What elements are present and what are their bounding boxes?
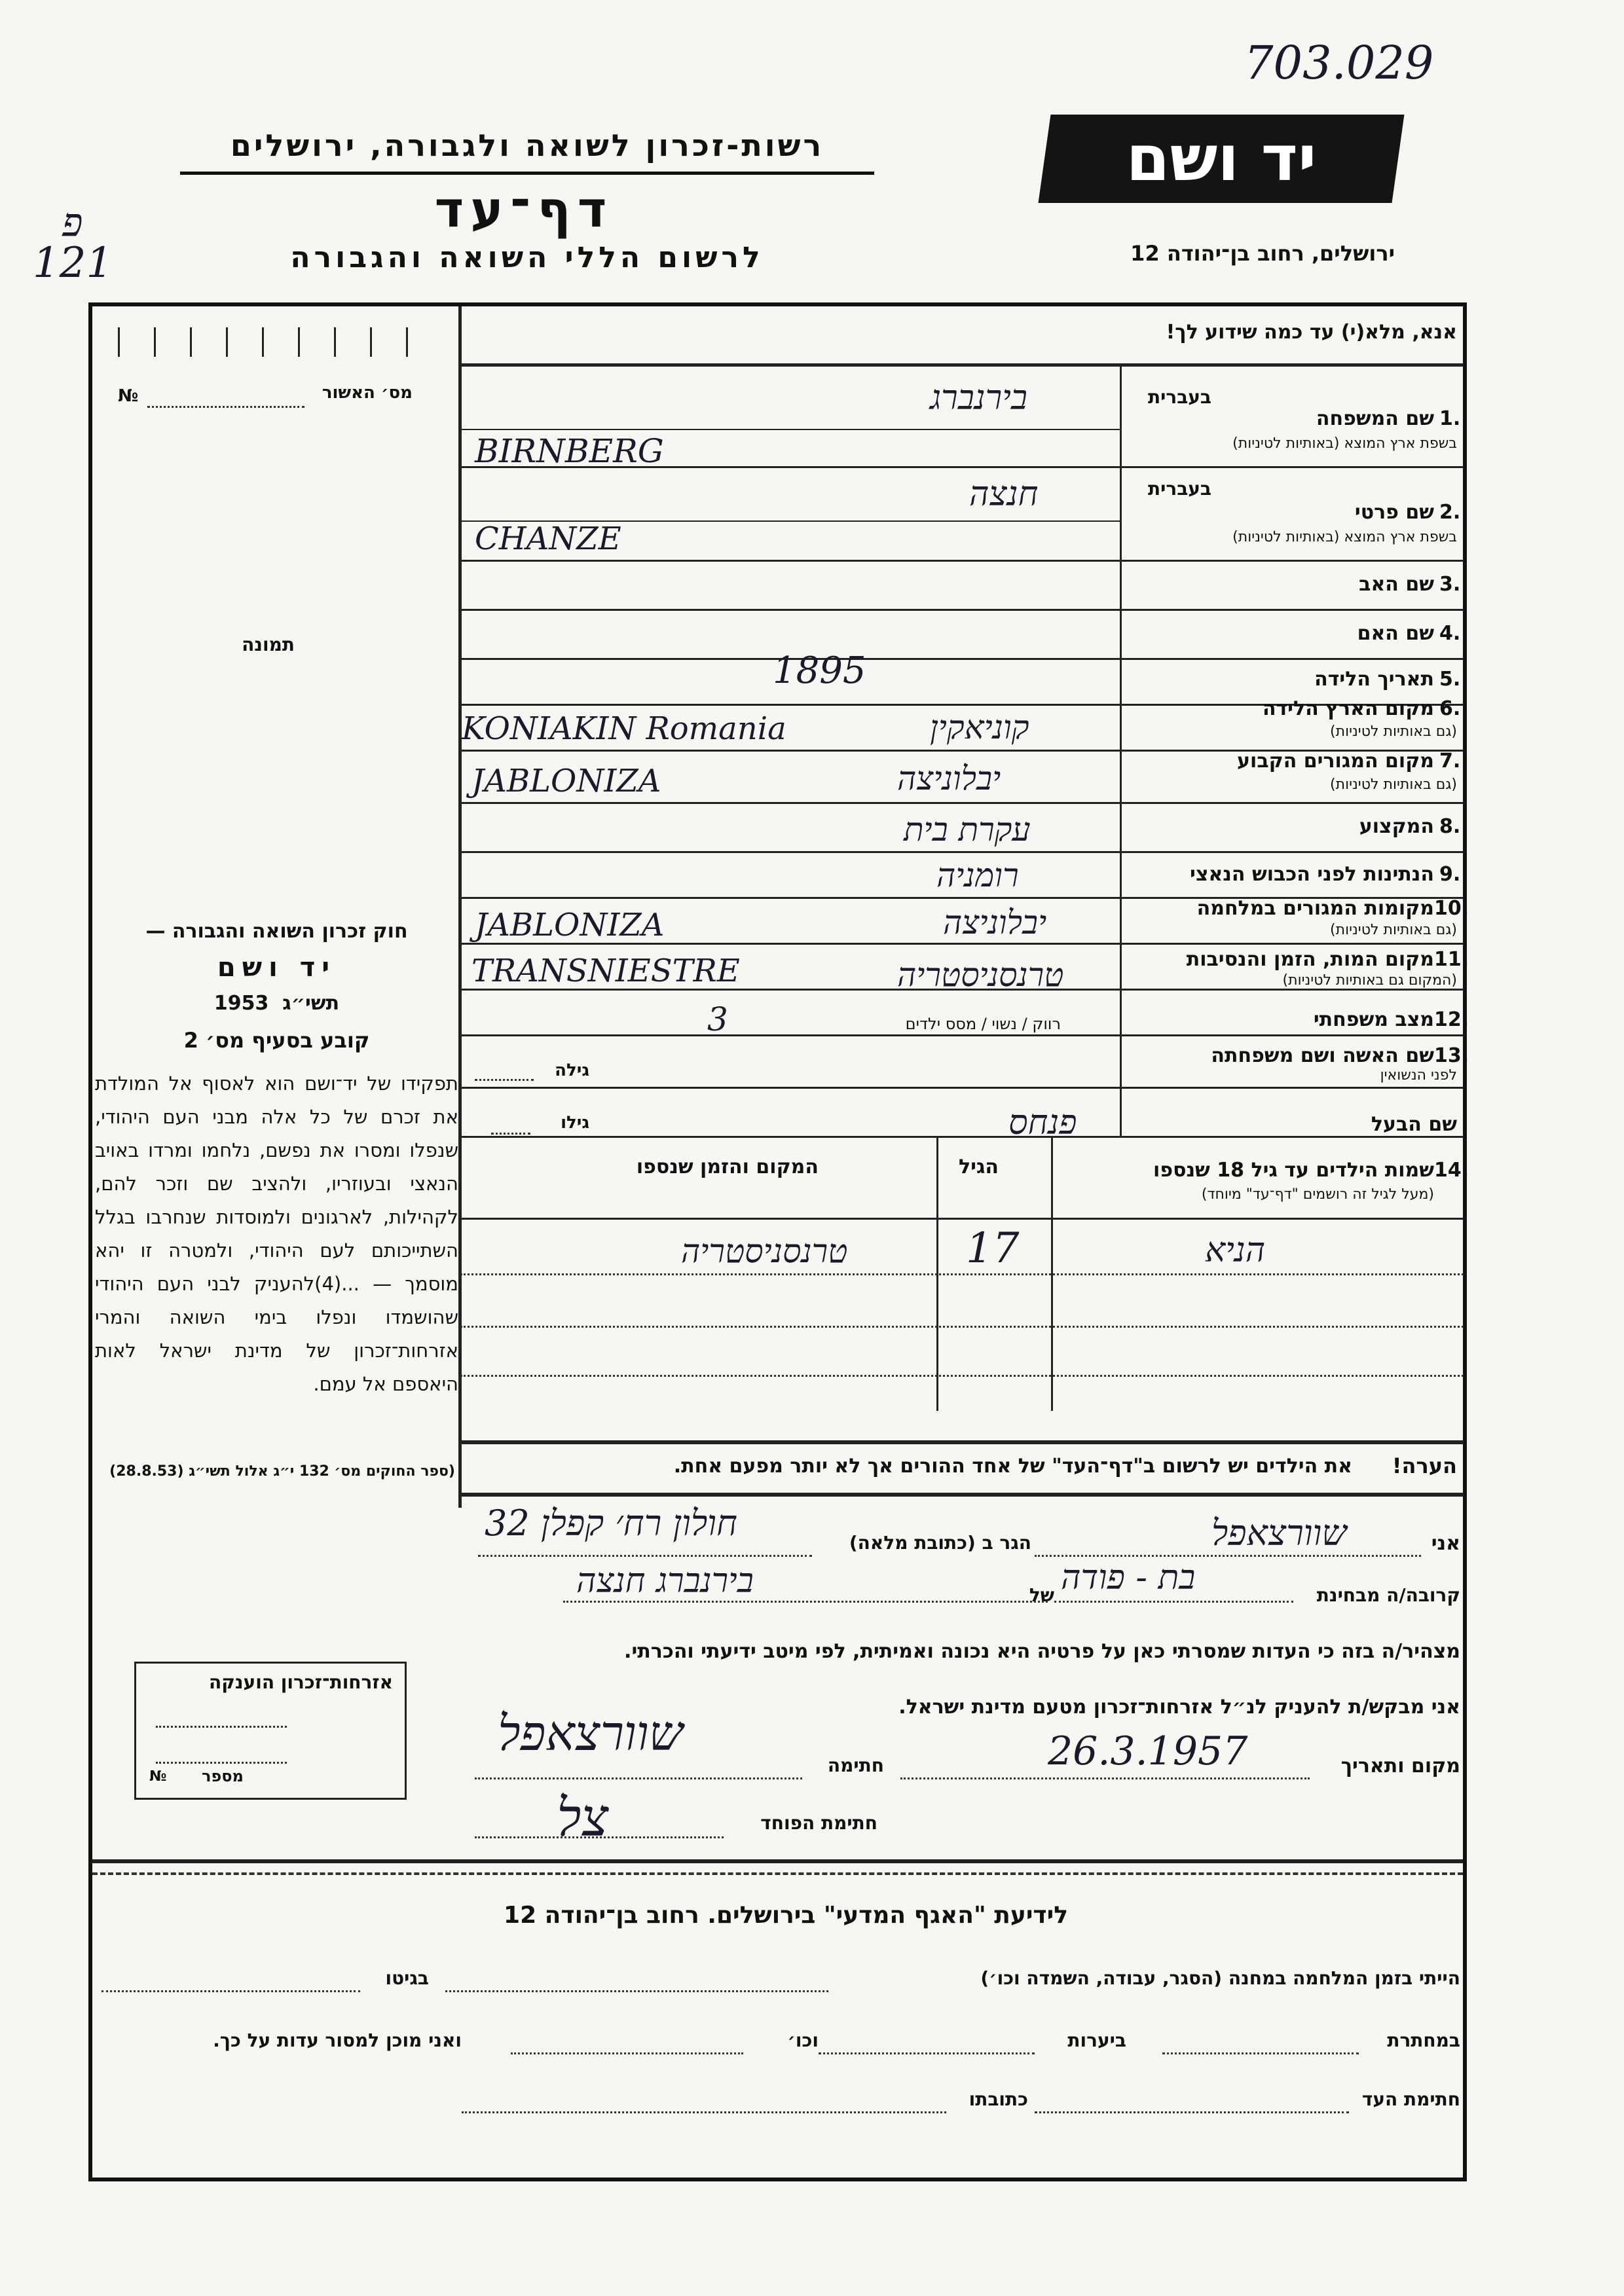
approval-label: מס׳ האשור — [322, 383, 413, 403]
field-3-number: 3. — [1439, 573, 1461, 596]
place-date-label: מקום ותאריך — [1340, 1755, 1460, 1777]
note-label: הערה! — [1392, 1453, 1457, 1478]
field-10-latin-value: JABLONIZA — [475, 907, 665, 943]
field-1-label: שם המשפחה — [1316, 407, 1434, 430]
signature-label: חתימה — [827, 1755, 884, 1776]
citizenship-no-sign: № — [149, 1768, 167, 1785]
field-9-value: רומניה — [936, 856, 1019, 894]
field-7-latin-value: JABLONIZA — [471, 763, 661, 799]
institution-name: רשות-זכרון לשואה ולגבורה, ירושלים — [230, 128, 824, 163]
field-4-label: שם האם — [1357, 622, 1434, 645]
margin-note-letter: פ — [62, 200, 83, 246]
field-6-sub: (גם באותיות לטיניות) — [1330, 723, 1457, 740]
approval-no-sign: № — [118, 386, 139, 406]
child-1-name: הניא — [1205, 1231, 1266, 1270]
field-7-number: 7. — [1439, 750, 1461, 773]
field-6-latin-value: KONIAKIN Romania — [462, 710, 786, 747]
child-1-age: 17 — [966, 1224, 1020, 1273]
child-1-place: טרנסניסטריה — [681, 1232, 848, 1270]
field-2-label: שם פרטי — [1354, 501, 1434, 524]
field-12-children-count: 3 — [707, 1000, 728, 1038]
photo-label: תמונה — [242, 634, 295, 655]
witness-declaration: מצהיר/ה בזה כי העדות שמסרתי כאן על פרטיה היא נכונה ואמיתית, לפי מיטב ידיעתי והכרתי. — [624, 1640, 1460, 1663]
header-address: ירושלים, רחוב בן־יהודה 12 — [1130, 241, 1395, 266]
witness-signature: שוורצאפל — [498, 1705, 684, 1762]
field-7-sub: (גם באותיות לטיניות) — [1330, 776, 1457, 793]
children-col-place: המקום והזמן שנספו — [636, 1156, 819, 1178]
field-9-label: הנתינות לפני הכבוש הנאצי — [1190, 863, 1434, 886]
legal-footnote: (ספר החוקים מס׳ 132 י״ג אלול תשי״ג (28.8.53) — [109, 1463, 455, 1480]
field-13-sub: לפני הנשואין — [1380, 1067, 1457, 1084]
field-1-heb-value: בירנברג — [930, 378, 1027, 418]
witness-of-label: של — [1029, 1584, 1054, 1606]
field-6-heb-value: קוניאקין — [930, 708, 1029, 746]
field-4-number: 4. — [1439, 622, 1461, 645]
field-1-heb-tag: בעברית — [1147, 386, 1211, 408]
approval-ticks — [118, 327, 432, 357]
bottom-address: כתובתו — [969, 2088, 1028, 2110]
field-11-label: מקום המות, הזמן והנסיבות — [1186, 948, 1434, 971]
field-2-latin-value: CHANZE — [475, 520, 621, 557]
field-6-number: 6. — [1439, 697, 1461, 720]
field-12-options: רווק / נשוי / מסס ילדים — [905, 1015, 1061, 1033]
field-8-label: המקצוע — [1359, 815, 1434, 838]
field-1-latin-value: BIRNBERG — [475, 432, 664, 470]
field-11-latin-value: TRANSNIESTRE — [471, 953, 740, 989]
official-signature: צל — [557, 1787, 609, 1848]
citizenship-number-label: מספר — [202, 1767, 244, 1785]
field-13-label: שם האשה ושם משפחתה — [1211, 1044, 1434, 1067]
legal-year: תשי״ג 1953 — [213, 992, 340, 1015]
form-subtitle: לרשום הללי השואה והגבורה — [290, 241, 764, 274]
margin-note-number: 121 — [33, 239, 113, 287]
field-6-label: מקום הארץ הלידה — [1262, 697, 1434, 720]
field-2-number: 2. — [1439, 501, 1461, 524]
citizenship-box-title: אזרחות־זכרון הוענקה — [209, 1671, 393, 1693]
field-9-number: 9. — [1439, 863, 1461, 886]
field-11-number: 11. — [1434, 948, 1469, 971]
field-11-heb-value: טרנסניסטריה — [897, 956, 1064, 994]
reference-number: 703.029 — [1244, 36, 1434, 90]
witness-relation: בת - פודה — [1061, 1558, 1196, 1597]
bottom-underground: במחתרת — [1387, 2030, 1460, 2051]
field-7-heb-value: יבלוניצה — [897, 759, 1001, 797]
bottom-ready: ואני מוכן למסור עדות על כך. — [213, 2030, 462, 2051]
field-2-heb-tag: בעברית — [1147, 478, 1211, 500]
field-7-label: מקום המגורים הקבוע — [1237, 750, 1434, 773]
plea-text: אנא, מלא(י) עד כמה שידוע לך! — [1166, 321, 1457, 344]
witness-name: שוורצאפל — [1211, 1512, 1347, 1554]
witness-date: 26.3.1957 — [1048, 1728, 1248, 1774]
official-signature-label: חתימת הפוחד — [760, 1812, 877, 1834]
witness-ani-label: אני — [1431, 1532, 1460, 1555]
field-5-label: תאריך הלידה — [1314, 668, 1434, 691]
witness-request: אני מבקש/ת להעניק לנ״ל אזרחות־זכרון מטעם מדינת ישראל. — [898, 1696, 1460, 1719]
bottom-ghetto: בגיטו — [385, 1967, 429, 1989]
husband-age-label: גילו — [561, 1113, 589, 1133]
note-text: את הילדים יש לרשום ב"דף־העד" של אחד ההורים אך לא יותר מפעם אחת. — [673, 1455, 1352, 1478]
bottom-witness-signature: חתימת העד — [1361, 2088, 1460, 2110]
bottom-line1: הייתי בזמן המלחמה במחנה (הסגר, עבודה, השמדה וכו׳) — [980, 1967, 1460, 1989]
husband-value: פנחס — [1008, 1103, 1077, 1142]
children-table-subtitle: (מעל לגיל זה רושמים "דף־עד" מיוחד) — [1201, 1186, 1434, 1203]
yad-vashem-logo: יד ושם — [1039, 115, 1405, 203]
bottom-forests: ביערות — [1067, 2030, 1126, 2051]
children-col-age: הגיל — [959, 1156, 999, 1178]
witness-lives-label: הגר ב (כתובת מלאה) — [849, 1532, 1031, 1554]
field-10-heb-value: יבלוניצה — [943, 903, 1047, 941]
witness-of-name: בירנברג חנצה — [576, 1561, 754, 1601]
legal-text: תפקידו של יד־ושם הוא לאסוף אל המולדת את זכרם של כל אלה מבני העם היהודי, שנפלו ומסרו את נפשם, נלחמו ומרדו באויב הנאצי ובעוזריו, ולהציב שם וזכר להם, לקהילות, לארגונים ולמוסדות שנחרבו בגלל השתייכותם לעם היהודי, ולמטרה זו יהא מוסמך — ...(4)להעניק לבני העם היהודי שהושמדו ונפלו בימי השואה והמרי אזרחות־זכרון של מדינת ישראל לאות היאספם אל עמם. — [95, 1072, 458, 1395]
field-8-number: 8. — [1439, 815, 1461, 838]
witness-address: חולון רח׳ קפלן 32 — [485, 1503, 737, 1544]
form-title: דף־עד — [434, 180, 614, 238]
field-1-sub: בשפת ארץ המוצא (באותיות לטיניות) — [1232, 435, 1457, 452]
witness-relation-label: קרובה/ה מבחינת — [1316, 1584, 1460, 1606]
field-1-number: 1. — [1439, 407, 1461, 430]
bottom-etc: וכו׳ — [787, 2030, 819, 2051]
legal-title: חוק זכרון השואה והגבורה — — [145, 920, 408, 943]
citizenship-box — [134, 1662, 407, 1800]
legal-clause: קובע בסעיף מס׳ 2 — [183, 1028, 370, 1053]
field-11-sub: (המקום גם באותיות לטיניות) — [1282, 972, 1457, 989]
field-8-value: עקרת בית — [904, 811, 1031, 848]
children-table-title: שמות הילדים עד גיל 18 שנספו — [1153, 1159, 1434, 1182]
field-12-number: 12. — [1434, 1008, 1469, 1031]
field-10-number: 10. — [1434, 897, 1469, 920]
field-5-number: 5. — [1439, 668, 1461, 691]
legal-name: יד ושם — [217, 953, 337, 983]
field-13-age-label: גילה — [555, 1061, 589, 1080]
children-table-number: 14. — [1434, 1159, 1469, 1182]
field-12-label: מצב משפחתי — [1313, 1008, 1434, 1031]
field-10-label: מקומות המגורים במלחמה — [1196, 897, 1434, 920]
field-2-sub: בשפת ארץ המוצא (באותיות לטיניות) — [1232, 529, 1457, 545]
field-2-heb-value: חנצה — [969, 475, 1039, 514]
field-13-number: 13. — [1434, 1044, 1469, 1067]
institution-underline — [180, 172, 874, 175]
field-5-value: 1895 — [773, 649, 866, 692]
field-3-label: שם האב — [1359, 573, 1434, 596]
field-10-sub: (גם באותיות לטיניות) — [1330, 922, 1457, 938]
bottom-title: לידיעת "האגף המדעי" בירושלים. רחוב בן־יהודה 12 — [504, 1902, 1068, 1929]
husband-label: שם הבעל — [1371, 1113, 1457, 1136]
